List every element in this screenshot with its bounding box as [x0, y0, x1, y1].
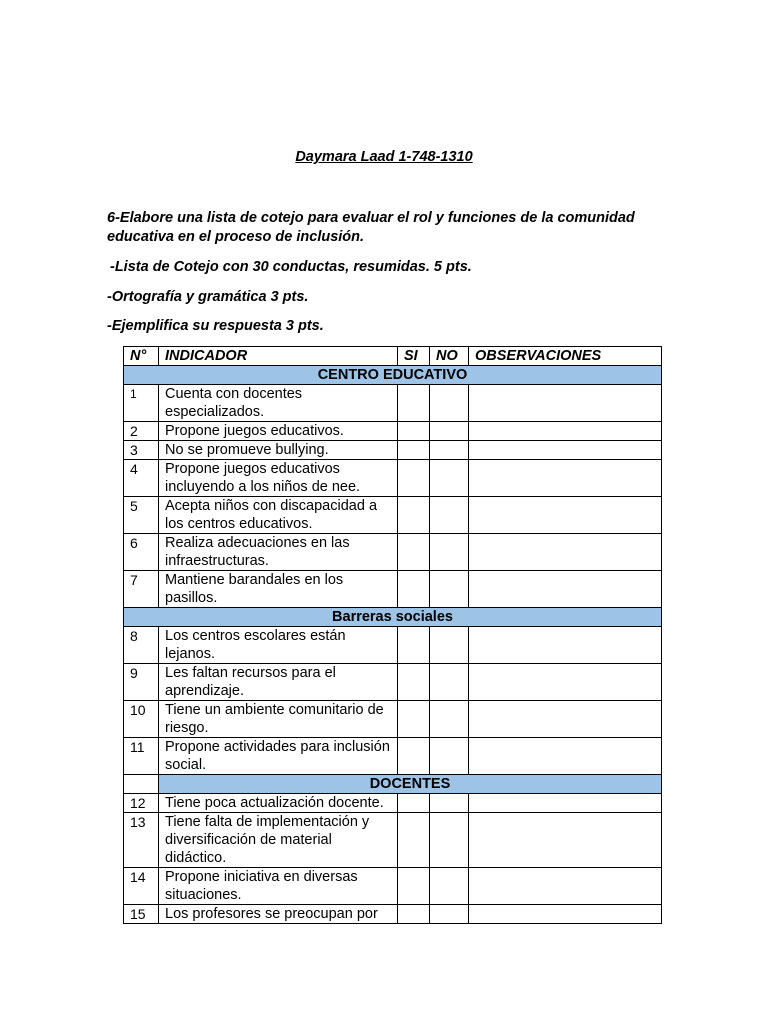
observations-cell[interactable]: [469, 813, 662, 868]
observations-cell[interactable]: [469, 664, 662, 701]
si-cell[interactable]: [398, 571, 430, 608]
indicator-text: Realiza adecuaciones en las infraestructuras.: [159, 534, 398, 571]
indicator-text: Cuenta con docentes especializados.: [159, 385, 398, 422]
section-title: CENTRO EDUCATIVO: [124, 366, 662, 385]
no-cell[interactable]: [430, 664, 469, 701]
section-blank-cell: [124, 775, 159, 794]
table-row: [124, 813, 662, 868]
no-cell[interactable]: [430, 460, 469, 497]
no-cell[interactable]: [430, 422, 469, 441]
observations-cell[interactable]: [469, 534, 662, 571]
table-row: [124, 664, 662, 701]
observations-cell[interactable]: [469, 497, 662, 534]
indicator-text: Les faltan recursos para el aprendizaje.: [159, 664, 398, 701]
observations-cell[interactable]: [469, 701, 662, 738]
si-cell[interactable]: [398, 422, 430, 441]
column-header-num: N°: [124, 347, 159, 366]
criterion-text: -Ejemplifica su respuesta 3 pts.: [107, 318, 324, 334]
row-number: 14: [124, 868, 159, 905]
row-number: 7: [124, 571, 159, 608]
si-cell[interactable]: [398, 497, 430, 534]
section-title: Barreras sociales: [124, 608, 662, 627]
observations-cell[interactable]: [469, 627, 662, 664]
indicator-text: Propone iniciativa en diversas situaciones.: [159, 868, 398, 905]
indicator-text: Tiene poca actualización docente.: [159, 794, 398, 813]
no-cell[interactable]: [430, 534, 469, 571]
observations-cell[interactable]: [469, 422, 662, 441]
table-row: [124, 497, 662, 534]
table-row: [124, 868, 662, 905]
observations-cell[interactable]: [469, 794, 662, 813]
row-number: 12: [124, 794, 159, 813]
table-header-row: [124, 347, 662, 366]
no-cell[interactable]: [430, 571, 469, 608]
column-header-no: NO: [430, 347, 469, 366]
no-cell[interactable]: [430, 738, 469, 775]
table-row: [124, 905, 662, 924]
table-row: [124, 571, 662, 608]
row-number: 4: [124, 460, 159, 497]
table-row: [124, 441, 662, 460]
section-header-row: [124, 366, 662, 385]
no-cell[interactable]: [430, 497, 469, 534]
row-number: 8: [124, 627, 159, 664]
criterion-text: -Ortografía y gramática 3 pts.: [107, 289, 309, 305]
table-row: [124, 534, 662, 571]
indicator-text: Tiene falta de implementación y diversificación de material didáctico.: [159, 813, 398, 868]
criterion-text: -Lista de Cotejo con 30 conductas, resumidas. 5 pts.: [110, 259, 472, 275]
table-row: [124, 701, 662, 738]
observations-cell[interactable]: [469, 571, 662, 608]
row-number: 13: [124, 813, 159, 868]
table-row: [124, 460, 662, 497]
table-row: [124, 422, 662, 441]
si-cell[interactable]: [398, 813, 430, 868]
indicator-text: Los profesores se preocupan por: [159, 905, 398, 924]
observations-cell[interactable]: [469, 385, 662, 422]
row-number: 2: [124, 422, 159, 441]
row-number: 5: [124, 497, 159, 534]
si-cell[interactable]: [398, 905, 430, 924]
row-number: 1: [124, 385, 159, 422]
si-cell[interactable]: [398, 868, 430, 905]
si-cell[interactable]: [398, 794, 430, 813]
table-row: [124, 385, 662, 422]
table-row: [124, 738, 662, 775]
no-cell[interactable]: [430, 868, 469, 905]
observations-cell[interactable]: [469, 460, 662, 497]
section-header-row: [124, 608, 662, 627]
si-cell[interactable]: [398, 534, 430, 571]
si-cell[interactable]: [398, 385, 430, 422]
checklist-table: [123, 346, 662, 924]
row-number: 10: [124, 701, 159, 738]
section-title: DOCENTES: [159, 775, 662, 794]
section-header-row: [124, 775, 662, 794]
si-cell[interactable]: [398, 441, 430, 460]
no-cell[interactable]: [430, 701, 469, 738]
no-cell[interactable]: [430, 385, 469, 422]
table-row: [124, 794, 662, 813]
si-cell[interactable]: [398, 664, 430, 701]
no-cell[interactable]: [430, 441, 469, 460]
si-cell[interactable]: [398, 460, 430, 497]
observations-cell[interactable]: [469, 441, 662, 460]
row-number: 15: [124, 905, 159, 924]
si-cell[interactable]: [398, 627, 430, 664]
observations-cell[interactable]: [469, 905, 662, 924]
column-header-indicator: INDICADOR: [159, 347, 398, 366]
indicator-text: Tiene un ambiente comunitario de riesgo.: [159, 701, 398, 738]
document-title: Daymara Laad 1-748-1310: [295, 149, 473, 165]
column-header-si: SI: [398, 347, 430, 366]
indicator-text: No se promueve bullying.: [159, 441, 398, 460]
row-number: 3: [124, 441, 159, 460]
indicator-text: Acepta niños con discapacidad a los centros educativos.: [159, 497, 398, 534]
row-number: 11: [124, 738, 159, 775]
indicator-text: Mantiene barandales en los pasillos.: [159, 571, 398, 608]
no-cell[interactable]: [430, 627, 469, 664]
row-number: 9: [124, 664, 159, 701]
instruction-text: 6-Elabore una lista de cotejo para evaluar el rol y funciones de la comunidad educativa en el proceso de inclusión.: [107, 210, 635, 245]
no-cell[interactable]: [430, 905, 469, 924]
no-cell[interactable]: [430, 794, 469, 813]
observations-cell[interactable]: [469, 738, 662, 775]
observations-cell[interactable]: [469, 868, 662, 905]
si-cell[interactable]: [398, 738, 430, 775]
no-cell[interactable]: [430, 813, 469, 868]
column-header-observations: OBSERVACIONES: [469, 347, 662, 366]
indicator-text: Propone juegos educativos.: [159, 422, 398, 441]
indicator-text: Propone actividades para inclusión social.: [159, 738, 398, 775]
indicator-text: Los centros escolares están lejanos.: [159, 627, 398, 664]
indicator-text: Propone juegos educativos incluyendo a los niños de nee.: [159, 460, 398, 497]
table-row: [124, 627, 662, 664]
row-number: 6: [124, 534, 159, 571]
si-cell[interactable]: [398, 701, 430, 738]
